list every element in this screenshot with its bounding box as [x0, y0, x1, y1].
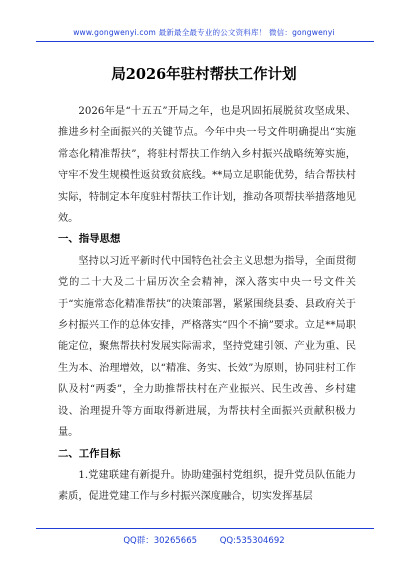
page-footer [0, 534, 408, 546]
intro-paragraph: 2026年是“十五五”开局之年，也是巩固拓展脱贫攻坚成果、推进乡村全面振兴的关键节点。今年中央一号文件明确提出“实施常态化精准帮扶”，将驻村帮扶工作纳入乡村振兴战略统筹实施，守牢不发生规模性返贫致贫底线。**局立足职能优势，结合帮扶村实际，特制定本年度驻村帮扶工作计划，推动各项帮扶举措落地见效。 [58, 106, 356, 225]
footer-qq: QQ:535304692 [219, 536, 285, 546]
section-heading-guiding-ideology: 一、指导思想 [58, 233, 121, 246]
header-divider [36, 41, 374, 42]
section-heading-work-goals: 二、工作目标 [58, 447, 121, 460]
page-header-text: www.gongwenyi.com 最新最全最专业的公文资料库！ 微信：gongwenyi [73, 28, 335, 37]
work-goals-paragraph: 1.党建联建有新提升。协助建强村党组织，提升党员队伍能力素质，促进党建工作与乡村振兴深度融合，切实发挥基层 [58, 469, 356, 503]
footer-divider [36, 528, 374, 529]
document-title: 局2026年驻村帮扶工作计划 [111, 66, 297, 83]
footer-qq-group: QQ群：30265665 [123, 536, 198, 546]
document-body [58, 101, 356, 508]
guiding-ideology-paragraph: 坚持以习近平新时代中国特色社会主义思想为指导，全面贯彻党的二十大及二十届历次全会精神，深入落实中央一号文件关于“实施常态化精准帮扶”的决策部署，紧紧围绕县委、县政府关于乡村振兴工作的总体安排，严格落实“四个不摘”要求。立足**局职能定位，聚焦帮扶村发展实际需求，坚持党建引领、产业为重、民生为本、治理增效，以“精准、务实、长效”为原则，协同驻村工作队及村“两委”，全力助推帮扶村在产业振兴、民生改善、乡村建设、治理提升等方面取得新进展，为帮扶村全面振兴贡献积极力量。 [58, 255, 356, 439]
